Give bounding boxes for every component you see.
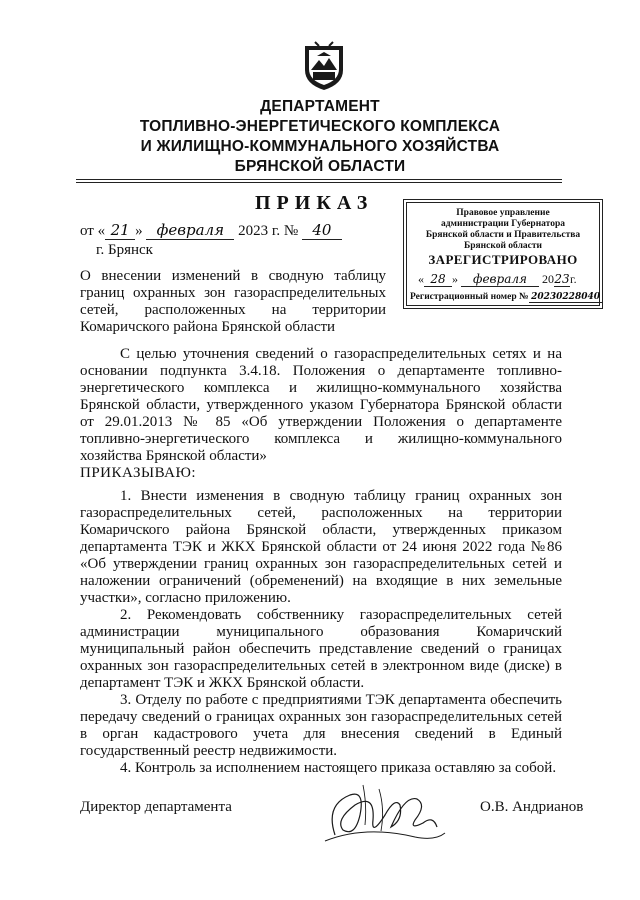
stamp-heading-line: администрации Губернатора [440,219,565,229]
order-item: 4. Контроль за исполнением настоящего приказа оставляю за собой. [120,760,557,776]
department-line: ДЕПАРТАМЕНТ [260,98,380,115]
header-rule-thin [76,182,562,183]
coat-of-arms-icon [301,40,347,92]
order-items [80,488,562,777]
order-year: 2023 г. [238,223,281,239]
preamble-paragraph: С целью уточнения сведений о газораспределительных сетях и на основании подпункта 3.4.18. Положения о департаменте топливно-энергетического комплекса и жилищно-коммунального хозяйства Брянской области, утвержденного указом Губернатора Брянской области от 29.01.2013 № 85 «Об утверждении Положения о департаменте топливно-энергетического комплекса и жилищно-коммунального хозяйства Брянской области» [80,346,562,464]
stamp-heading [404,208,602,252]
stamp-month: февраля [461,272,539,287]
order-item: 2. Рекомендовать собственнику газораспределительных сетей администрации муниципального образования Комаричский муниципальный район обеспечить представление сведений о границах охранных зон газораспределительных сетей в электронном виде (диске) в департамент ТЭК и ЖКХ Брянской области. [80,607,562,691]
stamp-registered: ЗАРЕГИСТРИРОВАНО [428,252,578,267]
stamp-day: 28 [424,272,452,287]
signatory-name: О.В. Андрианов [480,799,584,815]
order-subject [80,268,386,336]
date-mid: » [135,223,143,239]
stamp-heading-line: Брянской области и Правительства [425,230,581,240]
signatory-title: Директор департамента [80,799,232,815]
stamp-heading-line: Правовое управление [456,208,550,218]
subject-line: Комаричского района Брянской области [80,319,336,335]
department-heading [60,97,580,177]
department-line: БРЯНСКОЙ ОБЛАСТИ [234,158,406,175]
stamp-year-prefix: 20 [542,272,554,286]
date-prefix: от « [80,223,106,239]
stamp-year-label: г. [570,272,577,286]
order-city: г. Брянск [96,242,153,258]
stamp-year-suffix: 23 [554,272,570,286]
stamp-heading-line: Брянской области [463,241,543,251]
order-number: 40 [302,221,342,240]
subject-line: сетей, расположенных на территории [80,302,386,318]
header-rule [76,179,562,180]
command-word: ПРИКАЗЫВАЮ: [80,465,197,481]
stamp-reg-number-label: Регистрационный номер № [410,292,529,302]
registration-stamp [403,199,603,309]
handwritten-signature [305,775,455,850]
stamp-reg-number [410,292,603,303]
department-line: ТОПЛИВНО-ЭНЕРГЕТИЧЕСКОГО КОМПЛЕКСА [139,118,501,135]
order-month: февраля [146,221,234,240]
order-item: 1. Внести изменения в сводную таблицу границ охранных зон газораспределительных сетей, расположенных на территории Комаричского района Брянской области, утвержденных приказом департамента ТЭК и ЖКХ Брянской области от 24 июня 2022 года №86 «Об утверждении границ охранных зон газораспределительных сетей и наложении ограничений (обременений) на входящие в них земельные участки», согласно приложению. [80,488,562,606]
order-title: ПРИКАЗ [255,192,374,214]
order-number-label: № [283,223,299,239]
department-line: И ЖИЛИЩНО-КОММУНАЛЬНОГО ХОЗЯЙСТВА [140,138,500,155]
order-item: 3. Отделу по работе с предприятиями ТЭК департамента обеспечить передачу сведений о границах охранных зон газораспределительных сетей в орган кадастрового учета для внесения сведений в Единый государственный реестр недвижимости. [80,692,562,759]
subject-line: границ охранных зон газораспределительных [80,285,386,301]
order-date-line [80,221,342,240]
stamp-reg-number-value: 20230228040 [529,292,603,303]
subject-line: О внесении изменений в сводную таблицу [80,268,386,284]
order-day: 21 [105,221,135,240]
stamp-date: « 28 » февраля 2023г. [418,272,577,286]
